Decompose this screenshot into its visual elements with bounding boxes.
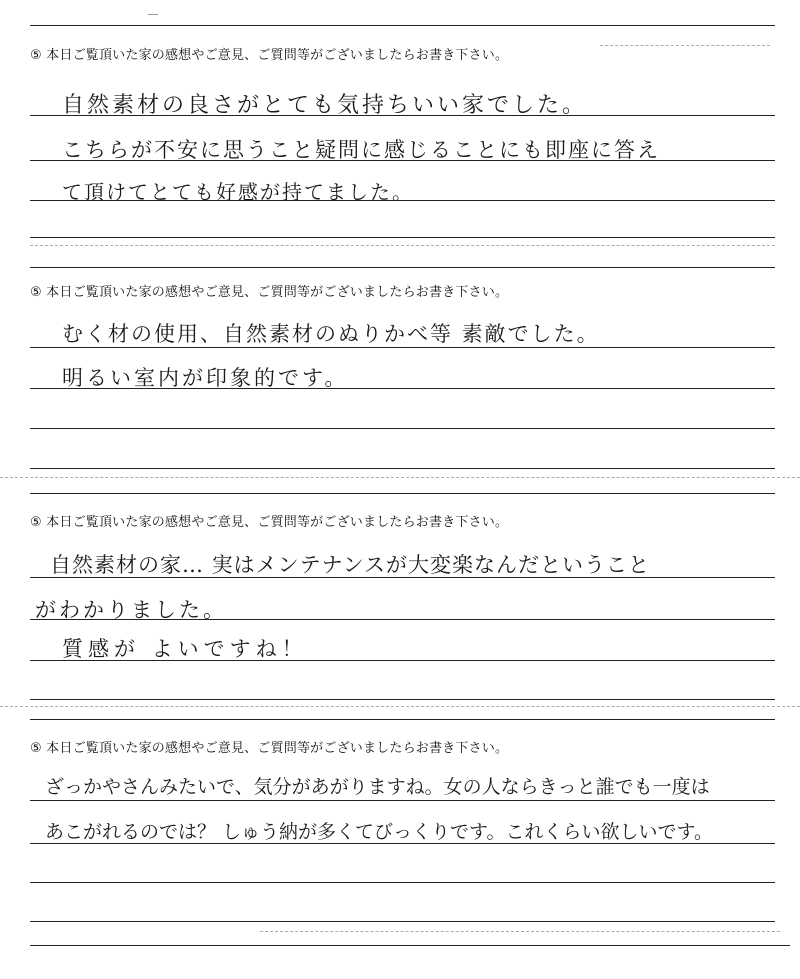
writing-line [30,800,775,801]
prompt-divider [600,45,770,46]
writing-line [30,699,775,700]
question-prompt: ⑤ 本日ご覧頂いた家の感想やご意見、ご質問等がございましたらお書き下さい。 [30,48,509,63]
writing-line [30,468,775,469]
writing-line [30,428,775,429]
writing-line [30,160,775,161]
response-line: 自然素材の良さがとても気持ちいい家でした。 [62,93,588,118]
section-bottom-rule [30,945,790,946]
writing-line [30,619,775,620]
section-divider [0,706,800,707]
writing-line [30,347,775,348]
question-prompt: ⑤ 本日ご覧頂いた家の感想やご意見、ご質問等がございましたらお書き下さい。 [30,741,509,756]
scan-mark [148,14,158,15]
writing-line [30,388,775,389]
section-divider [30,245,775,246]
section-divider [260,931,780,932]
section-top-rule [30,493,775,494]
response-line: て頂けてとても好感が持てました。 [62,180,414,204]
question-prompt: ⑤ 本日ご覧頂いた家の感想やご意見、ご質問等がございましたらお書き下さい。 [30,515,509,530]
writing-line [30,660,775,661]
section-top-rule [30,719,775,720]
section-divider [0,477,800,478]
response-line: むく材の使用、自然素材のぬりかべ等 素敵でした。 [62,322,600,346]
writing-line [30,200,775,201]
response-line: がわかりました。 [35,598,227,622]
response-line: こちらが不安に思うこと疑問に感じることにも即座に答え [62,138,660,162]
writing-line [30,921,775,922]
response-line: あこがれるのでは？ しゅう納が多くてびっくりです。これくらい欲しいです。 [45,821,714,843]
response-line: 明るい室内が印象的です。 [62,366,349,390]
response-line: 自然素材の家… 実はメンテナンスが大変楽なんだということ [50,553,650,577]
writing-line [30,577,775,578]
section-top-rule [30,267,775,268]
writing-line [30,882,775,883]
writing-line [30,115,775,116]
response-line: ざっかやさんみたいで、気分があがりますね。女の人ならきっと誰でも一度は [45,776,710,798]
writing-line [30,237,775,238]
writing-line [30,843,775,844]
section-top-rule [30,25,775,26]
question-prompt: ⑤ 本日ご覧頂いた家の感想やご意見、ご質問等がございましたらお書き下さい。 [30,285,509,300]
response-line: 質感が よいですね！ [62,637,308,661]
